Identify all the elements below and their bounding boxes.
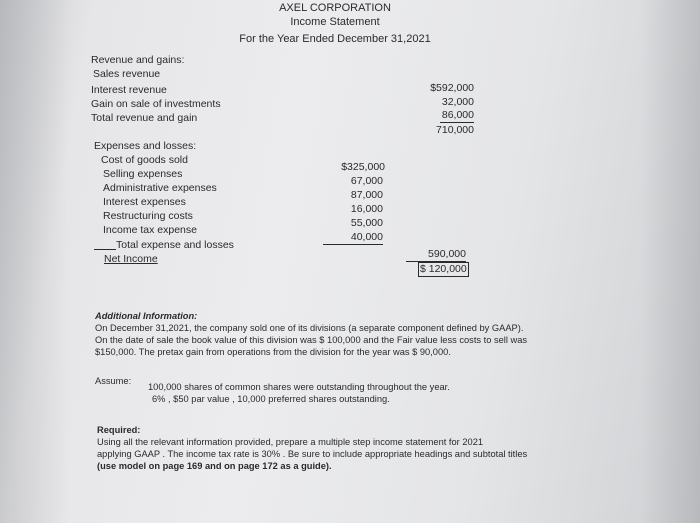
expense-label: Selling expenses <box>103 168 183 180</box>
expense-value: 87,000 <box>350 189 383 201</box>
revenue-subtotal-rule <box>440 122 474 123</box>
revenue-total-value: 710,000 <box>436 124 474 136</box>
page-shadow-right <box>640 0 700 523</box>
revenue-total-label: Total revenue and gain <box>91 112 198 124</box>
assume-label: Assume: <box>95 376 132 386</box>
company-name: AXEL CORPORATION <box>279 2 391 14</box>
expense-label: Income tax expense <box>103 224 197 236</box>
additional-line: $150,000. The pretax gain from operations from the division for the year was $ 90,000. <box>95 347 451 357</box>
expense-heading: Expenses and losses: <box>94 140 197 152</box>
additional-heading: Additional Information: <box>95 311 198 321</box>
net-income-value: $ 120,000 <box>420 263 467 275</box>
revenue-value: 86,000 <box>441 109 474 121</box>
expense-total-label: Total expense and losses <box>116 239 234 251</box>
expense-value: 55,000 <box>350 217 383 229</box>
revenue-label: Gain on sale of investments <box>91 98 221 110</box>
net-income-label: Net Income <box>104 253 158 265</box>
revenue-label: Interest revenue <box>91 84 167 96</box>
revenue-label: Sales revenue <box>93 68 161 80</box>
expense-total-value: 590,000 <box>406 248 466 262</box>
additional-line: On the date of sale the book value of this division was $ 100,000 and the Fair value less costs to sell was <box>95 335 528 345</box>
expense-value: 67,000 <box>350 175 383 187</box>
expense-value: $325,000 <box>341 161 385 173</box>
expense-value: 16,000 <box>350 203 383 215</box>
expense-label: Interest expenses <box>103 196 186 208</box>
required-line: applying GAAP . The income tax rate is 30% . Be sure to include appropriate headings and subtotal titles <box>97 449 528 459</box>
required-heading: Required: <box>97 425 141 435</box>
expense-label: Restructuring costs <box>103 210 193 222</box>
expense-label: Administrative expenses <box>103 182 217 194</box>
statement-title: Income Statement <box>290 16 380 28</box>
required-line: Using all the relevant information provided, prepare a multiple step income statement for 2021 <box>97 437 484 447</box>
expense-total-lead-rule <box>94 249 116 250</box>
assume-line: 6% , $50 par value , 10,000 preferred shares outstanding. <box>152 394 390 404</box>
page-shadow-left <box>0 0 70 523</box>
additional-line: On December 31,2021, the company sold one of its divisions (a separate component defined by GAAP). <box>95 323 524 333</box>
statement-period: For the Year Ended December 31,2021 <box>239 33 431 45</box>
assume-line: 100,000 shares of common shares were outstanding throughout the year. <box>148 382 450 392</box>
expense-value: 40,000 <box>323 231 383 245</box>
required-line: (use model on page 169 and on page 172 as a guide). <box>97 461 332 471</box>
revenue-value: 32,000 <box>441 96 474 108</box>
revenue-heading: Revenue and gains: <box>91 54 185 66</box>
expense-label: Cost of goods sold <box>101 154 188 166</box>
revenue-value: $592,000 <box>430 82 474 94</box>
